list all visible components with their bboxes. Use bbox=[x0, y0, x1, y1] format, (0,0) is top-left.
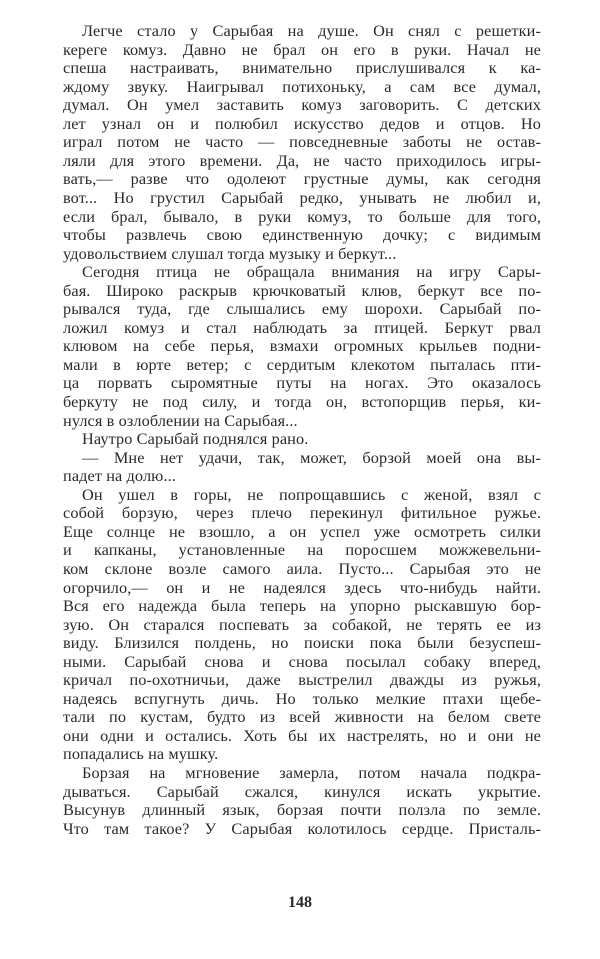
text-line: рывался туда, где слышались ему шорохи. Сарыбай по- bbox=[63, 299, 541, 319]
text-line: Еще солнце не взошло, а он успел уже осмотреть силки bbox=[63, 521, 541, 541]
text-line: Наутро Сарыбай поднялся рано. bbox=[82, 429, 309, 449]
text-line: вать,— разве что одолеют грустные думы, как сегодня bbox=[63, 169, 541, 189]
text-line: Сегодня птица не обращала внимания на игру Сары- bbox=[82, 262, 541, 282]
text-line: нулся в озлоблении на Сарыбая... bbox=[63, 410, 298, 430]
text-line: Высунув длинный язык, борзая почти ползла по земле. bbox=[63, 800, 541, 820]
text-line: надеясь вспугнуть дичь. Но только мелкие птахи щебе- bbox=[63, 688, 541, 708]
text-line: собой борзую, через плечо перекинул фитильное ружье. bbox=[63, 503, 541, 523]
text-line: ца порвать сыромятные путы на ногах. Это оказалось bbox=[63, 373, 541, 393]
text-line: дываться. Сарыбай сжался, кинулся искать укрытие. bbox=[63, 781, 541, 801]
text-line: клювом на себе перья, взмахи огромных крыльев подни- bbox=[63, 336, 541, 356]
text-line: попадались на мушку. bbox=[63, 744, 219, 764]
text-line: ными. Сарыбай снова и снова посылал собаку вперед, bbox=[63, 651, 541, 671]
text-line: чтобы развлечь свою единственную дочку; с видимым bbox=[63, 225, 541, 245]
text-line: Вся его надежда была теперь на упорно рыскавшую бор- bbox=[63, 596, 541, 616]
text-line: виду. Близился полдень, но поиски пока были безуспеш- bbox=[63, 633, 541, 653]
text-line: огорчило,— он и не надеялся здесь что-нибудь найти. bbox=[63, 577, 541, 597]
text-line: и капканы, установленные на поросшем можжевельни- bbox=[63, 540, 541, 560]
text-line: Легче стало у Сарыбая на душе. Он снял с решетки- bbox=[82, 21, 541, 40]
text-line: Он ушел в горы, не попрощавшись с женой, взял с bbox=[82, 484, 541, 504]
text-line: бая. Широко раскрыв крючковатый клюв, беркут все по- bbox=[63, 280, 541, 300]
text-line: они одни и остались. Хоть бы их настрелять, но и они не bbox=[63, 725, 541, 745]
text-line: играл потом не часто — повседневные заботы не остав- bbox=[63, 132, 541, 152]
page-number: 148 bbox=[288, 894, 312, 911]
text-line: кереге комуз. Давно не брал он его в руки. Начал не bbox=[63, 39, 541, 59]
text-line: если брал, бывало, в руки комуз, то больше для того, bbox=[63, 206, 541, 226]
text-line: — Мне нет удачи, так, может, борзой моей она вы- bbox=[82, 447, 541, 467]
text-line: лет узнал он и полюбил искусство дедов и отцов. Но bbox=[63, 113, 541, 133]
text-line: Борзая на мгновение замерла, потом начала подкра- bbox=[82, 763, 541, 782]
text-line: кричал по-охотничьи, даже выстрелил дважды из ружья, bbox=[63, 670, 541, 690]
text-line: спеша настраивать, внимательно прислушивался к ка- bbox=[63, 58, 541, 78]
text-line: падет на долю... bbox=[63, 466, 176, 486]
text-line: ляли для этого времени. Да, не часто приходилось игры- bbox=[63, 150, 541, 170]
text-line: зую. Он старался поспевать за собакой, не терять ее из bbox=[63, 614, 541, 634]
text-line: тали по кустам, будто из всей живности на белом свете bbox=[63, 707, 541, 727]
text-line: ком склоне возле самого аила. Пусто... Сарыбая это не bbox=[63, 558, 541, 578]
text-line: ложил комуз и стал наблюдать за птицей. Беркут рвал bbox=[63, 317, 541, 337]
text-line: вот... Но грустил Сарыбай редко, унывать не любил и, bbox=[63, 187, 541, 207]
text-line: Что там такое? У Сарыбая колотилось сердце. Присталь- bbox=[63, 818, 541, 838]
text-line: удовольствием слушал тогда музыку и беркут... bbox=[63, 243, 397, 263]
text-line: мали в юрте ветер; с сердитым клекотом пыталась пти- bbox=[63, 354, 541, 374]
text-line: беркуту не под силу, и тогда он, встопорщив перья, ки- bbox=[63, 392, 541, 411]
text-line: ждому звуку. Наигрывал потихоньку, а сам все думал, bbox=[63, 76, 541, 96]
text-line: думал. Он умел заставить комуз заговорить. С детских bbox=[63, 95, 541, 115]
